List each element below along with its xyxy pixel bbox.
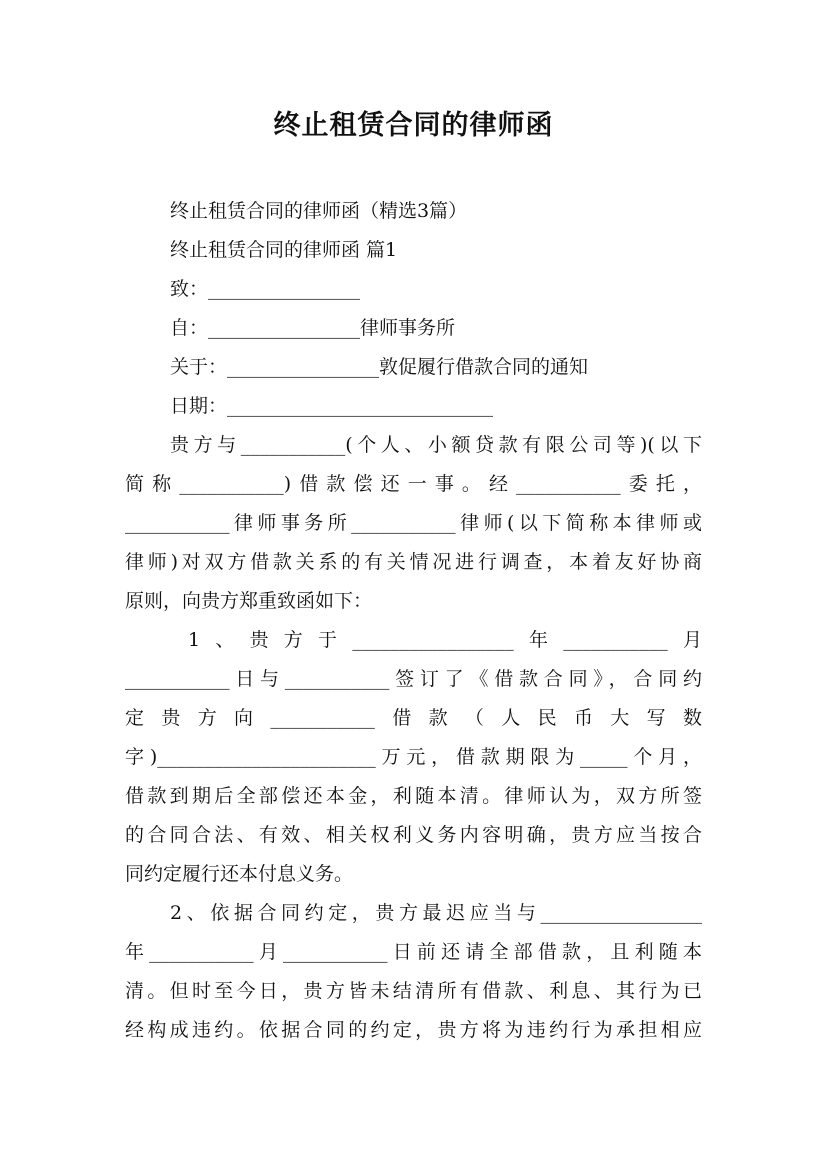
to-line: 致：________________ xyxy=(170,278,361,300)
clause-1-line: 借款到期后全部偿还本金，利随本清。律师认为，双方所签 xyxy=(125,785,702,807)
clause-2-line: 2、依据合同约定，贵方最迟应当与_________________ xyxy=(170,902,702,924)
clause-1-line: 字)_______________________万元，借款期限为_____个月， xyxy=(125,746,702,768)
body-line: 律师)对双方借款关系的有关情况进行调查，本着友好协商 xyxy=(125,551,702,573)
clause-2-line: 经构成违约。依据合同的约定，贵方将为违约行为承担相应 xyxy=(125,1019,702,1041)
clause-2-line: 清。但时至今日，贵方皆未结清所有借款、利息、其行为已 xyxy=(125,980,702,1002)
from-line: 自：________________律师事务所 xyxy=(170,317,456,339)
body-line: 简称___________)借款偿还一事。经___________委托， xyxy=(125,473,702,495)
clause-2-line: 年___________月___________日前还请全部借款，且利随本 xyxy=(125,941,702,963)
subject-line: 关于：________________敦促履行借款合同的通知 xyxy=(170,356,589,378)
clause-1-line: 同约定履行还本付息义务。 xyxy=(125,863,354,885)
clause-1-line: ___________日与___________签订了《借款合同》，合同约 xyxy=(125,668,702,690)
document-title: 终止租赁合同的律师函 xyxy=(273,110,554,141)
body-line: ___________律师事务所___________律师(以下简称本律师或 xyxy=(125,512,702,534)
section-heading: 终止租赁合同的律师函 篇1 xyxy=(170,239,398,261)
clause-1-line: 1、贵方于_________________年___________月 xyxy=(188,629,702,651)
subtitle-line: 终止租赁合同的律师函（精选3篇） xyxy=(170,200,468,222)
date-line: 日期：____________________________ xyxy=(170,395,494,417)
body-line: 原则，向贵方郑重致函如下： xyxy=(125,590,373,612)
clause-1-line: 定贵方向___________借款（人民币大写数 xyxy=(125,707,702,729)
clause-1-line: 的合同合法、有效、相关权利义务内容明确，贵方应当按合 xyxy=(125,824,702,846)
body-line: 贵方与___________(个人、小额贷款有限公司等)(以下 xyxy=(170,434,702,456)
